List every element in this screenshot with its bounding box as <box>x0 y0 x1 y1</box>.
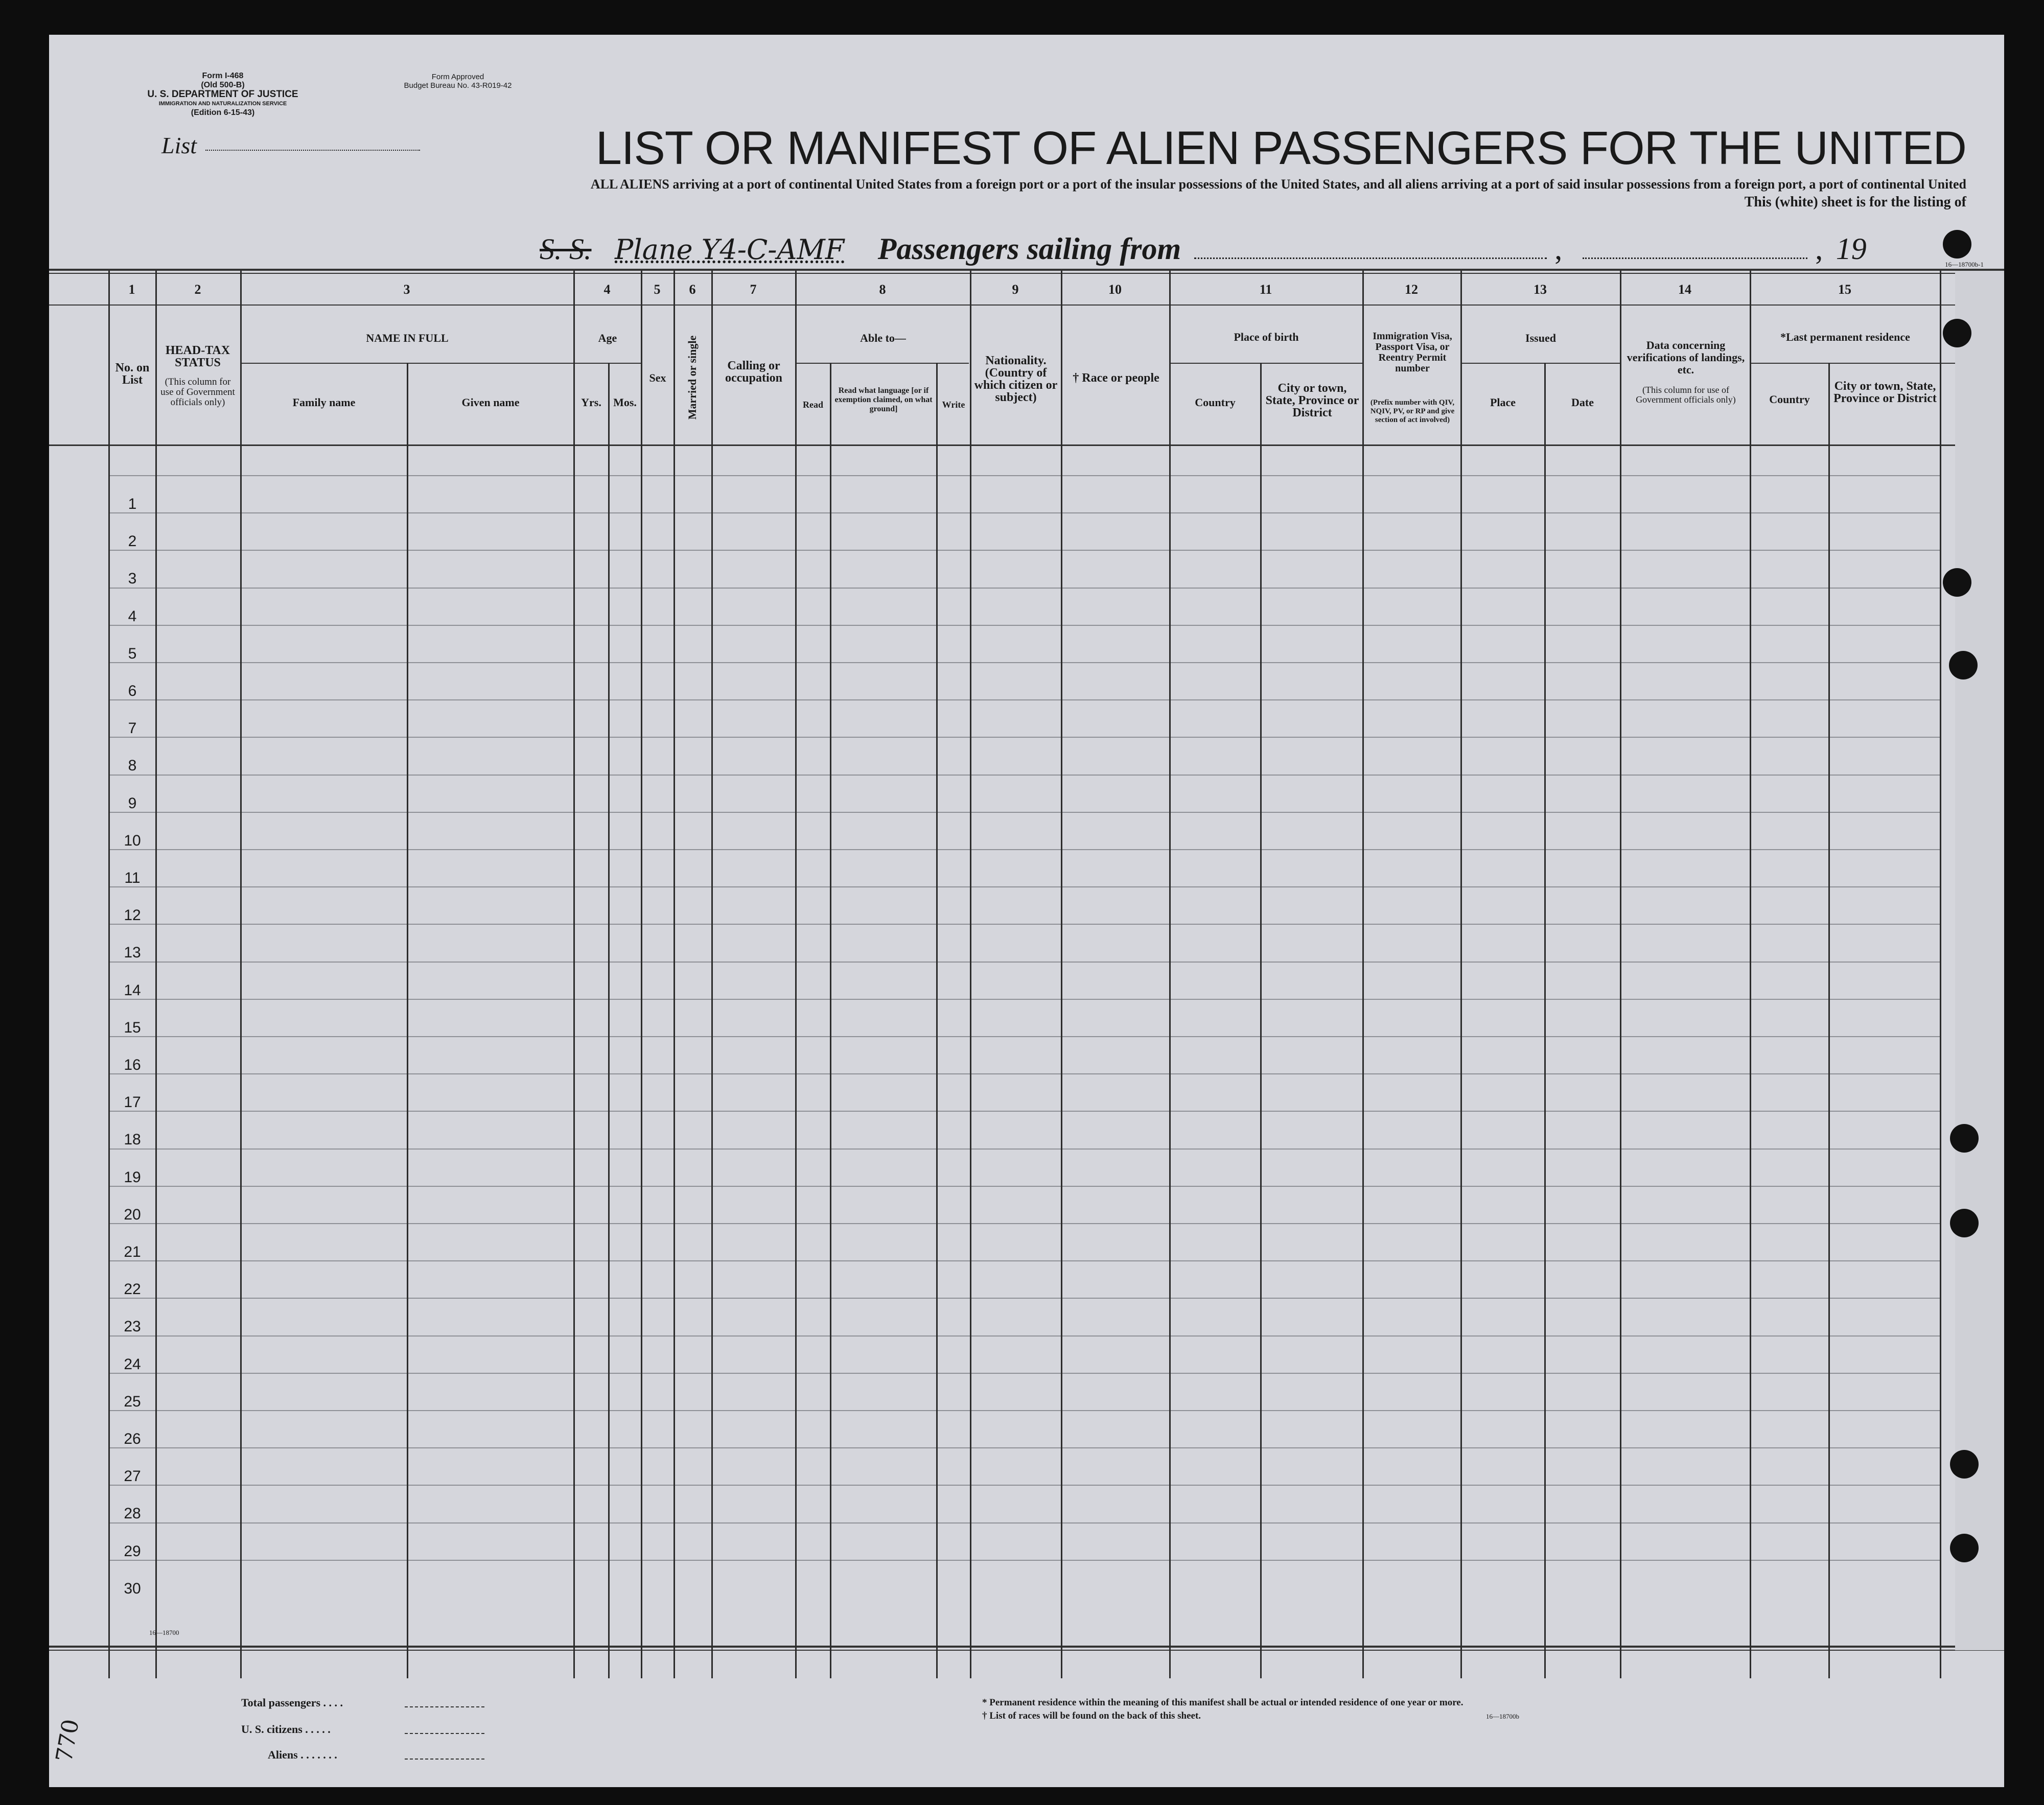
row-line <box>108 550 1940 551</box>
header-last-residence: *Last permanent residence <box>1780 331 1910 343</box>
row-number: 14 <box>124 982 141 999</box>
col-number-11: 11 <box>1259 282 1272 297</box>
row-number: 12 <box>124 907 141 924</box>
vessel-prefix: S. S. <box>540 232 592 266</box>
row-number: 29 <box>124 1543 141 1560</box>
aliens-field[interactable] <box>405 1759 484 1760</box>
row-number: 9 <box>128 795 137 812</box>
vessel-name-handwritten[interactable]: Plane Y4-C-AMF <box>615 233 845 266</box>
header-race-or-people: † Race or people <box>1073 371 1159 385</box>
header-residence-country: Country <box>1769 393 1810 406</box>
header-visa-note: (Prefix number with QIV, NQIV, PV, or RP and give section of act involved) <box>1370 398 1455 424</box>
col-line <box>240 271 242 1678</box>
col-number-4: 4 <box>603 282 611 297</box>
row-line <box>108 886 1940 887</box>
header-able-to: Able to— <box>860 332 906 344</box>
col-number-6: 6 <box>689 282 696 297</box>
form-approved: Form Approved <box>431 73 484 81</box>
row-number: 1 <box>128 496 137 512</box>
col-line <box>1460 271 1462 1678</box>
row-number: 11 <box>124 870 141 886</box>
row-line <box>108 1148 1940 1150</box>
col-line <box>1169 271 1171 1678</box>
row-line <box>108 1410 1940 1411</box>
print-code-top: 16—18700b-1 <box>1945 261 1984 268</box>
header-birth-city: City or town, State, Province or District <box>1265 382 1359 419</box>
row-number: 19 <box>124 1169 141 1186</box>
header-able-write: Write <box>942 400 965 410</box>
page-title: LIST OR MANIFEST OF ALIEN PASSENGERS FOR THE UNITED <box>595 122 1966 174</box>
binding-strip <box>1955 271 2004 1650</box>
row-line <box>108 962 1940 963</box>
sailing-from-field[interactable] <box>1194 257 1547 259</box>
row-number: 30 <box>124 1580 141 1597</box>
row-line <box>108 775 1940 776</box>
punch-hole <box>1943 319 1971 347</box>
table-bottom-rule-2 <box>49 1650 2004 1651</box>
col-number-1: 1 <box>128 282 135 297</box>
col-line <box>795 271 797 1678</box>
col-line <box>155 271 157 1678</box>
header-able-read: Read <box>803 400 823 410</box>
col-number-15: 15 <box>1838 282 1851 297</box>
header-calling-occupation: Calling or occupation <box>725 359 782 385</box>
header-name-in-full: NAME IN FULL <box>366 332 449 344</box>
col-number-14: 14 <box>1678 282 1691 297</box>
row-number: 4 <box>128 608 137 625</box>
form-old-number: (Old 500-B) <box>201 81 245 89</box>
col-line <box>936 363 938 1678</box>
row-line <box>108 1223 1940 1224</box>
able-subheader-rule <box>795 363 969 364</box>
manifest-sheet <box>49 35 2004 1787</box>
us-citizens-field[interactable] <box>405 1733 484 1734</box>
punch-hole <box>1943 568 1971 597</box>
row-number: 5 <box>128 645 137 662</box>
list-number-field[interactable] <box>205 150 420 151</box>
row-line <box>108 1335 1940 1337</box>
col-line <box>641 271 642 1678</box>
form-identification <box>136 72 310 118</box>
row-line <box>108 1073 1940 1074</box>
us-citizens-label: U. S. citizens . . . . . <box>241 1723 331 1736</box>
year-prefix: 19 <box>1836 232 1867 266</box>
row-line <box>108 588 1940 589</box>
row-number: 23 <box>124 1318 141 1335</box>
col-line <box>1620 271 1621 1678</box>
header-no-on-list: No. on List <box>115 361 150 387</box>
header-able-language: Read what language [or if exemption claimed, on what ground] <box>834 386 933 413</box>
row-line <box>108 699 1940 700</box>
row-line <box>108 924 1940 925</box>
header-bottom-rule <box>49 444 1955 446</box>
row-line <box>108 475 1940 476</box>
margin-note: 770 <box>51 1717 84 1764</box>
col-line <box>1544 363 1546 1678</box>
punch-hole <box>1950 1124 1979 1153</box>
header-age: Age <box>598 332 617 344</box>
col-line <box>1260 363 1262 1678</box>
header-issued-date: Date <box>1571 396 1594 409</box>
service-name: IMMIGRATION AND NATURALIZATION SERVICE <box>158 101 287 107</box>
punch-hole <box>1949 651 1978 679</box>
header-married-or-single: Married or single <box>686 335 699 420</box>
col-number-3: 3 <box>403 282 410 297</box>
header-issued: Issued <box>1525 332 1556 344</box>
col-line <box>673 271 675 1678</box>
col-number-5: 5 <box>654 282 661 297</box>
col-line <box>1061 271 1062 1678</box>
row-line <box>108 1298 1940 1299</box>
row-number: 22 <box>124 1281 141 1298</box>
row-number: 3 <box>128 570 137 587</box>
col-line <box>711 271 713 1678</box>
row-line <box>108 625 1940 626</box>
header-head-tax-note: (This column for use of Government officials only) <box>160 377 235 408</box>
header-sex: Sex <box>649 371 666 384</box>
punch-hole <box>1950 1209 1979 1237</box>
col-line <box>1828 363 1830 1678</box>
col-line <box>407 363 408 1678</box>
row-line <box>108 1560 1940 1561</box>
row-number: 13 <box>124 944 141 961</box>
list-label: List <box>161 132 197 158</box>
col-number-8: 8 <box>879 282 886 297</box>
sailing-from-label: Passengers sailing from <box>877 232 1181 266</box>
footnote-residence: * Permanent residence within the meaning of this manifest shall be actual or intended residence of one year or more. <box>982 1697 1464 1708</box>
vessel-row: S. S. Plane Y4-C-AMF Passengers sailing from , , 19 <box>540 232 1867 266</box>
form-number: Form I-468 <box>202 72 244 80</box>
row-line <box>108 512 1940 513</box>
punch-hole <box>1950 1534 1979 1562</box>
footnote-code: 16—18700b <box>1486 1713 1519 1720</box>
row-number: 20 <box>124 1206 141 1223</box>
row-line <box>108 1186 1940 1187</box>
header-head-tax: HEAD-TAX STATUS <box>165 344 230 369</box>
row-line <box>108 737 1940 738</box>
row-line <box>108 1447 1940 1448</box>
form-edition: (Edition 6-15-43) <box>191 108 255 117</box>
col-number-13: 13 <box>1534 282 1547 297</box>
row-number: 16 <box>124 1057 141 1073</box>
table-bottom-rule <box>49 1646 2004 1648</box>
row-number: 10 <box>124 832 141 849</box>
header-landing-note: (This column for use of Government officials only) <box>1636 385 1736 405</box>
residence-subheader-rule <box>1751 363 1955 364</box>
total-passengers-field[interactable] <box>405 1706 484 1707</box>
row-number: 21 <box>124 1244 141 1260</box>
header-family-name: Family name <box>292 396 356 409</box>
header-landing-data: Data concerning verifications of landings, etc. <box>1627 339 1745 376</box>
budget-number: Budget Bureau No. 43-R019-42 <box>404 81 512 90</box>
col-number-12: 12 <box>1405 282 1418 297</box>
col-line <box>608 363 610 1678</box>
header-age-months: Mos. <box>613 396 637 409</box>
col-line <box>573 271 575 1678</box>
row-number: 7 <box>128 720 137 737</box>
row-line <box>108 1522 1940 1523</box>
age-subheader-rule <box>574 363 641 364</box>
row-number: 2 <box>128 533 137 550</box>
header-visa-number: Immigration Visa, Passport Visa, or Reentry Permit number <box>1373 331 1452 374</box>
budget-approval <box>381 73 535 90</box>
print-code-bottom: 16—18700 <box>149 1629 179 1636</box>
department-name: U. S. DEPARTMENT OF JUSTICE <box>147 89 298 100</box>
col-line <box>1750 271 1751 1678</box>
birth-subheader-rule <box>1169 363 1362 364</box>
table-top-rule <box>49 269 2004 271</box>
row-number: 25 <box>124 1393 141 1410</box>
header-place-of-birth: Place of birth <box>1234 331 1299 343</box>
punch-hole <box>1943 230 1971 259</box>
row-line <box>108 1260 1940 1261</box>
row-number: 6 <box>128 683 137 699</box>
sailing-date-field[interactable] <box>1583 257 1807 259</box>
row-number: 24 <box>124 1356 141 1373</box>
row-line <box>108 999 1940 1000</box>
header-residence-city: City or town, State, Province or District <box>1833 380 1937 405</box>
row-line <box>108 812 1940 813</box>
lead-paragraph-line1: ALL ALIENS arriving at a port of continental United States from a foreign port or a port of the insular possessions of the United States, and all aliens arriving at a port of said insular possessions from a foreign port, a port of continental United <box>590 177 1966 192</box>
col-line <box>1940 271 1941 1678</box>
row-number: 26 <box>124 1431 141 1447</box>
col-line <box>830 363 831 1678</box>
column-number-rule <box>49 304 1955 306</box>
row-line <box>108 1036 1940 1037</box>
row-line <box>108 662 1940 663</box>
col-line <box>970 271 971 1678</box>
footnote-races: † List of races will be found on the back of this sheet. <box>982 1710 1201 1721</box>
col-number-10: 10 <box>1108 282 1122 297</box>
aliens-label: Aliens . . . . . . . <box>268 1748 337 1761</box>
header-given-name: Given name <box>461 396 520 409</box>
lead-paragraph-line2: This (white) sheet is for the listing of <box>1744 194 1966 210</box>
header-issued-place: Place <box>1490 396 1516 409</box>
header-age-years: Yrs. <box>581 396 601 409</box>
row-number: 17 <box>124 1094 141 1111</box>
row-number: 8 <box>128 757 137 774</box>
col-line <box>1362 271 1364 1678</box>
row-line <box>108 1111 1940 1112</box>
row-line <box>108 1373 1940 1374</box>
total-passengers-label: Total passengers . . . . <box>241 1696 343 1709</box>
row-number: 28 <box>124 1505 141 1522</box>
header-nationality: Nationality. (Country of which citizen or subject) <box>974 354 1058 404</box>
row-number: 18 <box>124 1131 141 1148</box>
row-line <box>108 1485 1940 1486</box>
header-birth-country: Country <box>1195 396 1236 409</box>
col-number-9: 9 <box>1012 282 1019 297</box>
col-number-2: 2 <box>194 282 201 297</box>
table-top-rule-2 <box>49 273 2004 274</box>
row-line <box>108 849 1940 850</box>
row-number: 27 <box>124 1468 141 1485</box>
issued-subheader-rule <box>1461 363 1620 364</box>
row-number: 15 <box>124 1019 141 1036</box>
punch-hole <box>1950 1450 1979 1479</box>
col-line <box>108 271 110 1678</box>
col-number-7: 7 <box>750 282 757 297</box>
